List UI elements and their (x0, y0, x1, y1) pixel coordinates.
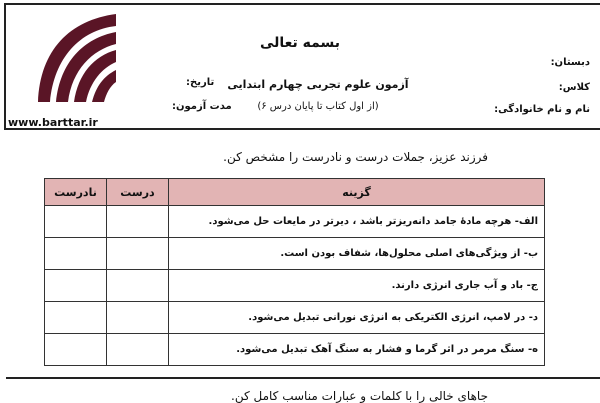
section1-instruction: فرزند عزیز، جملات درست و نادرست را مشخص کن. (223, 150, 488, 164)
section2-instruction: جاهای خالی را با کلمات و عبارات مناسب کامل کن. (231, 389, 488, 403)
false-answer-cell[interactable] (45, 334, 107, 366)
question-text: ب- از ویژگی‌های اصلی محلول‌ها، شفاف بودن است. (169, 238, 545, 270)
class-label: کلاس: (558, 82, 590, 93)
false-answer-cell[interactable] (45, 302, 107, 334)
table-row (45, 270, 545, 302)
table-row (45, 302, 545, 334)
column-header-option: گزینه (169, 179, 545, 206)
school-label: دبستان: (550, 57, 590, 68)
question-text: د- در لامپ، انرژی الکتریکی به انرژی نورانی تبدیل می‌شود. (169, 302, 545, 334)
false-answer-cell[interactable] (45, 206, 107, 238)
duration-label: مدت آزمون: (172, 101, 232, 112)
false-answer-cell[interactable] (45, 270, 107, 302)
website-url: www.barttar.ir (8, 116, 98, 129)
column-header-false: نادرست (45, 179, 107, 206)
section-divider (6, 377, 600, 379)
student-name-label: نام و نام خانوادگی: (494, 104, 590, 115)
column-header-true: درست (107, 179, 169, 206)
table-header-row (45, 179, 545, 206)
true-answer-cell[interactable] (107, 270, 169, 302)
exam-title: آزمون علوم تجربی چهارم ابتدایی (227, 78, 409, 91)
table-row (45, 206, 545, 238)
question-text: الف- هرچه مادهٔ جامد دانه‌ریزتر باشد ، دیرتر در مایعات حل می‌شود. (169, 206, 545, 238)
true-answer-cell[interactable] (107, 302, 169, 334)
true-answer-cell[interactable] (107, 238, 169, 270)
question-text: ج- باد و آب جاری انرژی دارند. (169, 270, 545, 302)
true-answer-cell[interactable] (107, 206, 169, 238)
false-answer-cell[interactable] (45, 238, 107, 270)
date-label: تاریخ: (186, 77, 215, 88)
table-row (45, 238, 545, 270)
true-false-table (44, 178, 545, 366)
table-row (45, 334, 545, 366)
barttar-logo-icon (30, 10, 118, 106)
exam-range: (از اول کتاب تا پایان درس ۶) (257, 101, 379, 112)
true-answer-cell[interactable] (107, 334, 169, 366)
page-title: بسمه تعالی (259, 35, 341, 51)
question-text: ه- سنگ مرمر در اثر گرما و فشار به سنگ آهک تبدیل می‌شود. (169, 334, 545, 366)
